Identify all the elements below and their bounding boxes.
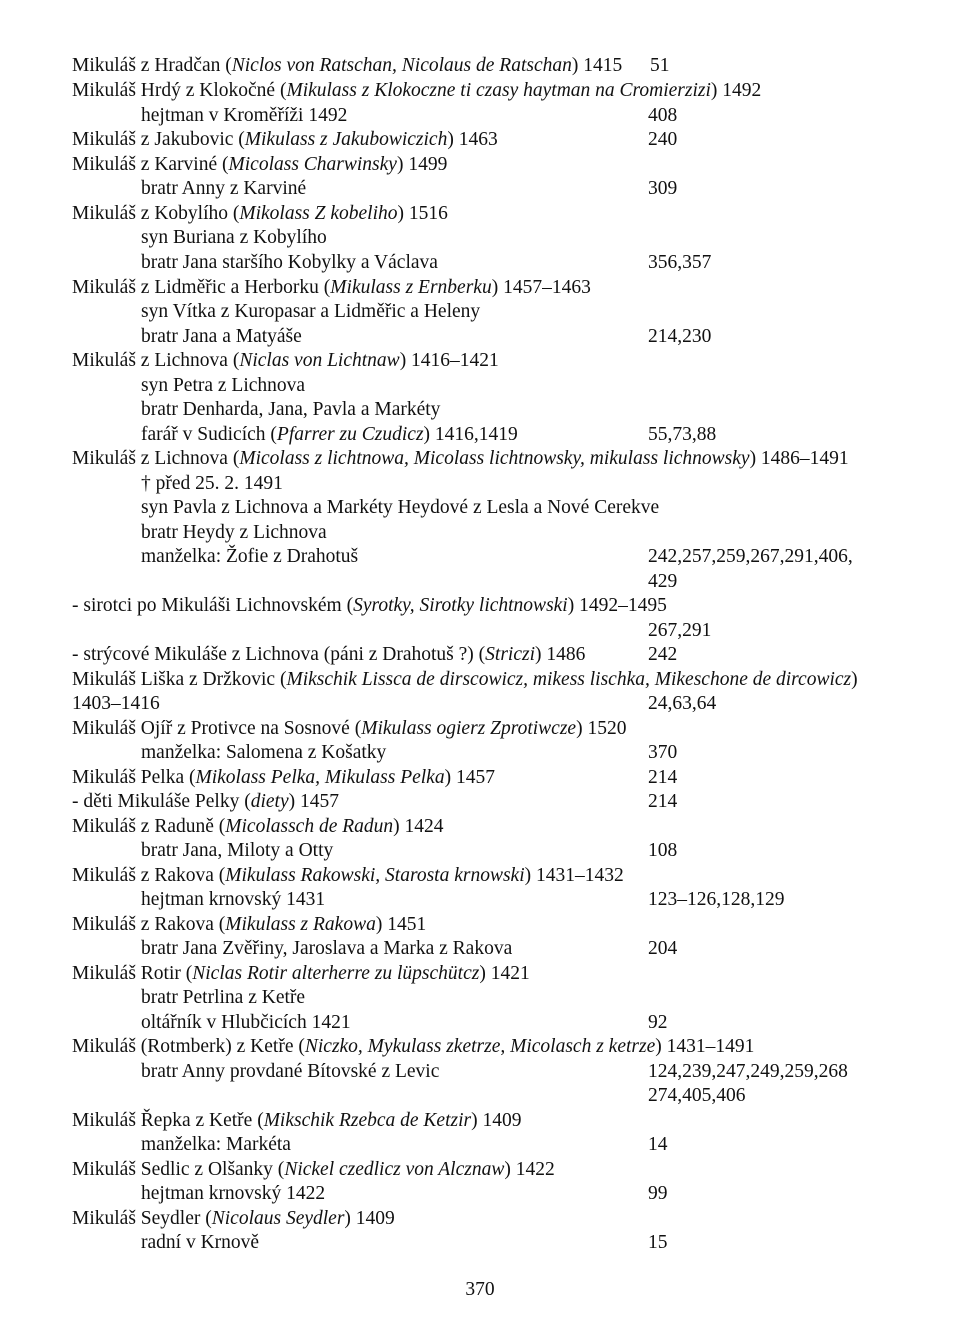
entry-text: Mikuláš z Jakubovic ( <box>72 129 245 150</box>
entry-variant-name: diety <box>250 791 289 812</box>
entry-text: 274,405,406 <box>648 1085 746 1106</box>
page-reference: 214 <box>648 791 678 812</box>
entry-variant-name: Mikulass Rakowski, Starosta krnowski <box>225 865 525 886</box>
index-line <box>72 962 530 986</box>
index-line <box>72 1035 754 1059</box>
entry-text: ) 1463 <box>447 129 498 150</box>
index-line <box>141 545 358 569</box>
entry-text: ) 1492 <box>710 80 762 101</box>
entry-variant-name: Mikschik Lissca de dirscowicz, mikess lischka, Mikeschone de dircowicz <box>286 669 852 690</box>
entry-text: ) 1486–1491 <box>749 448 849 469</box>
page-reference: 14 <box>648 1134 668 1155</box>
entry-text: ) <box>851 669 858 690</box>
entry-text: manželka: Salomena z Košatky <box>141 742 387 763</box>
index-line <box>141 937 512 961</box>
entry-text: bratr Denharda, Jana, Pavla a Markéty <box>141 399 441 420</box>
page-reference: 240 <box>648 129 678 150</box>
index-line <box>141 472 283 496</box>
page-reference: 370 <box>648 742 678 763</box>
entry-text: ) 1492–1495 <box>567 595 667 616</box>
index-line <box>72 1158 555 1182</box>
index-line <box>648 1084 746 1108</box>
index-line <box>72 79 761 103</box>
entry-text: Mikuláš z Lidměřic a Herborku ( <box>72 277 331 298</box>
entry-text: Mikuláš z Rakova ( <box>72 865 226 886</box>
entry-text: manželka: Žofie z Drahotuš <box>141 546 359 567</box>
index-line <box>141 1231 259 1255</box>
index-line <box>141 1133 291 1157</box>
entry-variant-name: Niclos von Ratschan, Nicolaus de Ratschan <box>231 55 572 76</box>
index-line <box>72 202 448 226</box>
page-reference: 356,357 <box>648 252 712 273</box>
entry-variant-name: Syrotky, Sirotky lichtnowski <box>353 595 568 616</box>
index-line <box>141 839 333 863</box>
entry-variant-name: Micolass z lichtnowa, Micolass lichtnowsky, mikulass lichnowsky <box>239 448 750 469</box>
entry-text: 267,291 <box>648 620 712 641</box>
index-line <box>141 888 325 912</box>
index-line <box>141 325 302 349</box>
entry-text: ) 1457–1463 <box>491 277 591 298</box>
page-number: 370 <box>465 1279 495 1300</box>
entry-text: syn Buriana z Kobylího <box>141 227 327 248</box>
entry-text: 429 <box>648 571 678 592</box>
entry-text: syn Vítka z Kuropasar a Lidměřic a Heleny <box>141 301 481 322</box>
entry-text: ) 1416–1421 <box>399 350 499 371</box>
entry-text: Mikuláš Liška z Držkovic ( <box>72 669 287 690</box>
entry-text: ) 1486 <box>535 644 586 665</box>
entry-variant-name: Mikolass Pelka, Mikulass Pelka <box>195 767 445 788</box>
entry-text: 1403–1416 <box>72 693 160 714</box>
page-reference: 309 <box>648 178 678 199</box>
entry-text: syn Pavla z Lichnova a Markéty Heydové z Lesla a Nové Cerekve <box>141 497 660 518</box>
entry-variant-name: Nicolaus Seydler <box>211 1208 345 1229</box>
entry-text: radní v Krnově <box>141 1232 260 1253</box>
page-reference: 51 <box>650 55 670 76</box>
entry-variant-name: Mikulass ogierz Zprotiwcze <box>361 718 577 739</box>
index-line <box>72 668 858 692</box>
entry-text: manželka: Markéta <box>141 1134 291 1155</box>
page-reference: 214 <box>648 767 678 788</box>
page-reference: 242 <box>648 644 678 665</box>
entry-text: Mikuláš Řepka z Ketře ( <box>72 1110 264 1131</box>
entry-text: Mikuláš z Lichnova ( <box>72 350 240 371</box>
index-line <box>72 1207 395 1231</box>
index-line <box>72 1109 521 1133</box>
entry-variant-name: Niclas von Lichtnaw <box>239 350 400 371</box>
entry-text: ) 1431–1432 <box>524 865 624 886</box>
entry-variant-name: Mikolass Z kobeliho <box>239 203 398 224</box>
entry-text: Mikuláš z Rakova ( <box>72 914 226 935</box>
entry-text: bratr Jana a Matyáše <box>141 326 302 347</box>
entry-text: - děti Mikuláše Pelky ( <box>72 791 251 812</box>
entry-text: ) 1520 <box>576 718 627 739</box>
entry-variant-name: Mikulass z Ernberku <box>330 277 492 298</box>
entry-text: ) 1431–1491 <box>655 1036 755 1057</box>
entry-text: Mikuláš z Raduně ( <box>72 816 226 837</box>
entry-text: ) 1499 <box>396 154 448 175</box>
entry-text: Mikuláš z Lichnova ( <box>72 448 240 469</box>
entry-text: bratr Heydy z Lichnova <box>141 522 327 543</box>
entry-text: ) 1516 <box>397 203 448 224</box>
entry-text: Mikuláš Hrdý z Klokočné ( <box>72 80 287 101</box>
index-line <box>141 496 659 520</box>
entry-variant-name: Mikulass z Klokoczne ti czasy haytman na Cromierzizi <box>286 80 711 101</box>
entry-text: bratr Jana, Miloty a Otty <box>141 840 334 861</box>
index-line <box>648 570 677 594</box>
entry-text: bratr Jana staršího Kobylky a Václava <box>141 252 438 273</box>
index-line <box>72 864 624 888</box>
index-line <box>72 692 160 716</box>
entry-text: ) 1457 <box>288 791 339 812</box>
index-line <box>72 128 498 152</box>
index-line <box>72 447 849 471</box>
entry-variant-name: Niczko, Mykulass zketrze, Micolasch z ketrze <box>304 1036 656 1057</box>
entry-text: oltářník v Hlubčicích 1421 <box>141 1012 351 1033</box>
index-line <box>72 594 667 618</box>
entry-text: ) 1409 <box>344 1208 395 1229</box>
index-line <box>72 913 426 937</box>
entry-text: ) 1457 <box>444 767 495 788</box>
page-reference: 204 <box>648 938 678 959</box>
entry-text: † před 25. 2. 1491 <box>141 473 283 494</box>
entry-text: Mikuláš z Hradčan ( <box>72 55 232 76</box>
index-line <box>141 1060 439 1084</box>
page-reference: 214,230 <box>648 326 712 347</box>
entry-variant-name: Mikulass z Rakowa <box>225 914 376 935</box>
entry-text: Mikuláš Pelka ( <box>72 767 196 788</box>
entry-text: Mikuláš z Kobylího ( <box>72 203 240 224</box>
entry-variant-name: Pfarrer zu Czudicz <box>276 424 424 445</box>
entry-variant-name: Micolassch de Radun <box>225 816 394 837</box>
entry-text: ) 1424 <box>393 816 444 837</box>
entry-variant-name: Mikulass z Jakubowiczich <box>244 129 448 150</box>
page-reference: 99 <box>648 1183 668 1204</box>
entry-text: ) 1451 <box>375 914 427 935</box>
entry-text: hejtman krnovský 1431 <box>141 889 326 910</box>
entry-text: hejtman krnovský 1422 <box>141 1183 326 1204</box>
page-reference: 24,63,64 <box>648 693 717 714</box>
entry-text: bratr Anny provdané Bítovské z Levic <box>141 1061 440 1082</box>
index-line <box>141 226 327 250</box>
page-reference: 55,73,88 <box>648 424 717 445</box>
index-line <box>141 423 518 447</box>
page-reference: 242,257,259,267,291,406, <box>648 546 853 567</box>
index-line <box>141 104 347 128</box>
entry-text: ) 1422 <box>504 1159 555 1180</box>
index-line <box>141 1182 325 1206</box>
entry-text: Mikuláš (Rotmberk) z Ketře ( <box>72 1036 305 1057</box>
index-line <box>72 54 622 78</box>
index-line <box>72 815 444 839</box>
index-line <box>141 398 440 422</box>
index-line <box>141 521 327 545</box>
index-line <box>141 741 386 765</box>
index-line <box>72 643 585 667</box>
index-line <box>72 276 591 300</box>
index-line <box>72 766 495 790</box>
entry-text: bratr Petrlina z Ketře <box>141 987 306 1008</box>
index-line <box>141 1011 351 1035</box>
index-line <box>141 251 438 275</box>
entry-variant-name: Striczi <box>485 644 535 665</box>
index-line <box>141 177 306 201</box>
entry-text: hejtman v Kroměříži 1492 <box>141 105 348 126</box>
page-reference: 108 <box>648 840 678 861</box>
entry-text: ) 1416,1419 <box>423 424 518 445</box>
entry-text: ) 1421 <box>479 963 530 984</box>
entry-text: ) 1415 <box>571 55 623 76</box>
index-line <box>72 717 626 741</box>
entry-text: - strýcové Mikuláše z Lichnova (páni z Drahotuš ?) ( <box>72 644 486 665</box>
page-reference: 408 <box>648 105 678 126</box>
page-reference: 123–126,128,129 <box>648 889 785 910</box>
entry-text: Mikuláš Ojíř z Protivce na Sosnové ( <box>72 718 362 739</box>
index-line <box>141 374 305 398</box>
entry-text: farář v Sudicích ( <box>141 424 277 445</box>
index-line <box>141 986 305 1010</box>
entry-variant-name: Mikschik Rzebca de Ketzir <box>263 1110 472 1131</box>
entry-variant-name: Nickel czedlicz von Alcznaw <box>284 1159 505 1180</box>
index-line <box>72 349 499 373</box>
entry-variant-name: Niclas Rotir alterherre zu lüpschütcz <box>192 963 480 984</box>
entry-text: bratr Anny z Karviné <box>141 178 307 199</box>
index-line <box>648 619 711 643</box>
entry-text: Mikuláš z Karviné ( <box>72 154 229 175</box>
index-line <box>141 300 480 324</box>
page-reference: 124,239,247,249,259,268 <box>648 1061 848 1082</box>
entry-text: - sirotci po Mikuláši Lichnovském ( <box>72 595 354 616</box>
entry-text: syn Petra z Lichnova <box>141 375 306 396</box>
index-line <box>72 790 339 814</box>
page-reference: 92 <box>648 1012 668 1033</box>
entry-text: Mikuláš Rotir ( <box>72 963 193 984</box>
entry-text: Mikuláš Sedlic z Olšanky ( <box>72 1159 285 1180</box>
entry-text: bratr Jana Zvěřiny, Jaroslava a Marka z Rakova <box>141 938 513 959</box>
entry-text: ) 1409 <box>471 1110 522 1131</box>
entry-text: Mikuláš Seydler ( <box>72 1208 212 1229</box>
index-line <box>72 153 447 177</box>
page-reference: 15 <box>648 1232 668 1253</box>
entry-variant-name: Micolass Charwinsky <box>228 154 397 175</box>
